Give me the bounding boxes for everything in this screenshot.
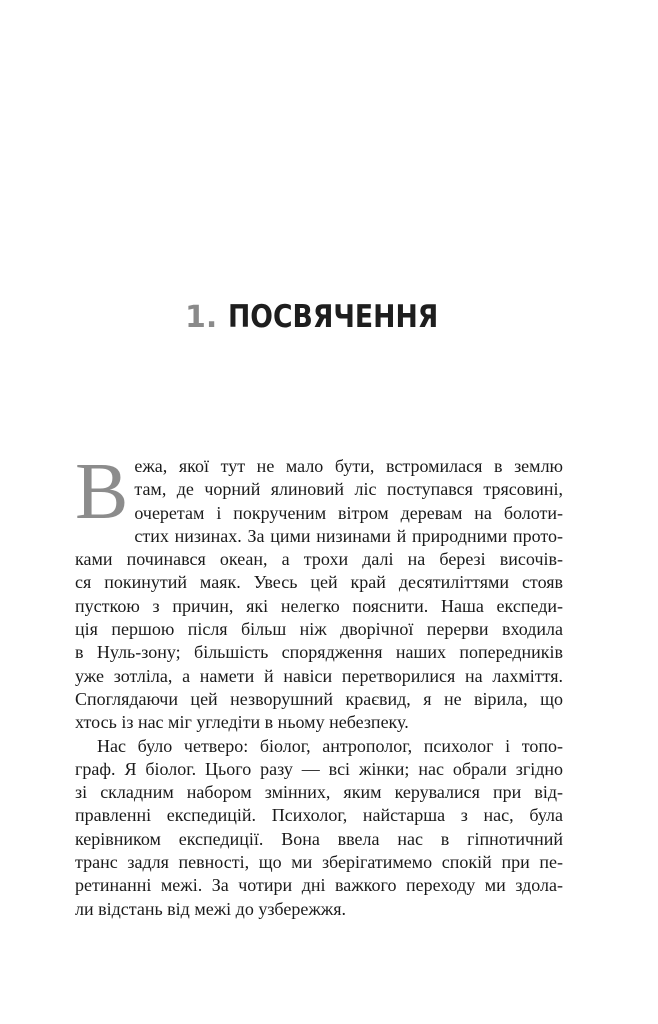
paragraph-2 [75,735,563,921]
text-line: там, де чорний ялиновий ліс поступався трясовині, [134,479,563,500]
chapter-number: 1. [185,300,218,335]
text-line: правленні експедицій. Психолог, найстарша з нас, була [75,805,563,826]
text-line: зі складним набором змінних, яким керувалися при від- [75,782,563,803]
text-line: хтось із нас міг угледіти в ньому небезпеку. [75,712,409,733]
chapter-heading [0,296,658,338]
text-line: Споглядаючи цей незворушний краєвид, я не вірила, що [75,688,563,709]
text-line: ся покинутий маяк. Увесь цей край десятиліттями стояв [75,572,563,593]
text-line: пусткою з причин, які нелегко пояснити. Наша експеди- [75,595,563,616]
text-line: в Нуль-зону; більшість спорядження наших попередників [75,642,563,663]
text-line: ція першою після більш ніж дворічної перерви входила [75,619,563,640]
text-line: Нас було четверо: біолог, антрополог, психолог і топо- [97,735,563,756]
text-line: ретинанні межі. За чотири дні важкого переходу ми здола- [75,875,563,896]
text-line: ли відстань від межі до узбережжя. [75,898,346,919]
text-line: очеретам і покрученим вітром деревам на болоти- [134,502,563,523]
text-line: граф. Я біолог. Цього разу — всі жінки; нас обрали згідно [75,758,563,779]
text-line: стих низинах. За цими низинами й природними прото- [134,525,563,546]
text-line: ежа, якої тут не мало бути, встромилася в землю [134,456,563,476]
text-line: керівником експедиції. Вона ввела нас в гіпнотичний [75,828,563,849]
paragraph-1 [75,448,563,735]
text-line: уже зотліла, а намети й навіси перетворилися на лахміття. [75,665,563,686]
chapter-title: ПОСВЯЧЕННЯ [228,299,439,335]
chapter-body [75,448,563,921]
drop-cap: В [75,448,129,536]
text-line: транс задля певності, що ми зберігатимемо спокій при пе- [75,852,563,873]
text-line: ками починався океан, а трохи далі на березі височів- [75,549,563,570]
